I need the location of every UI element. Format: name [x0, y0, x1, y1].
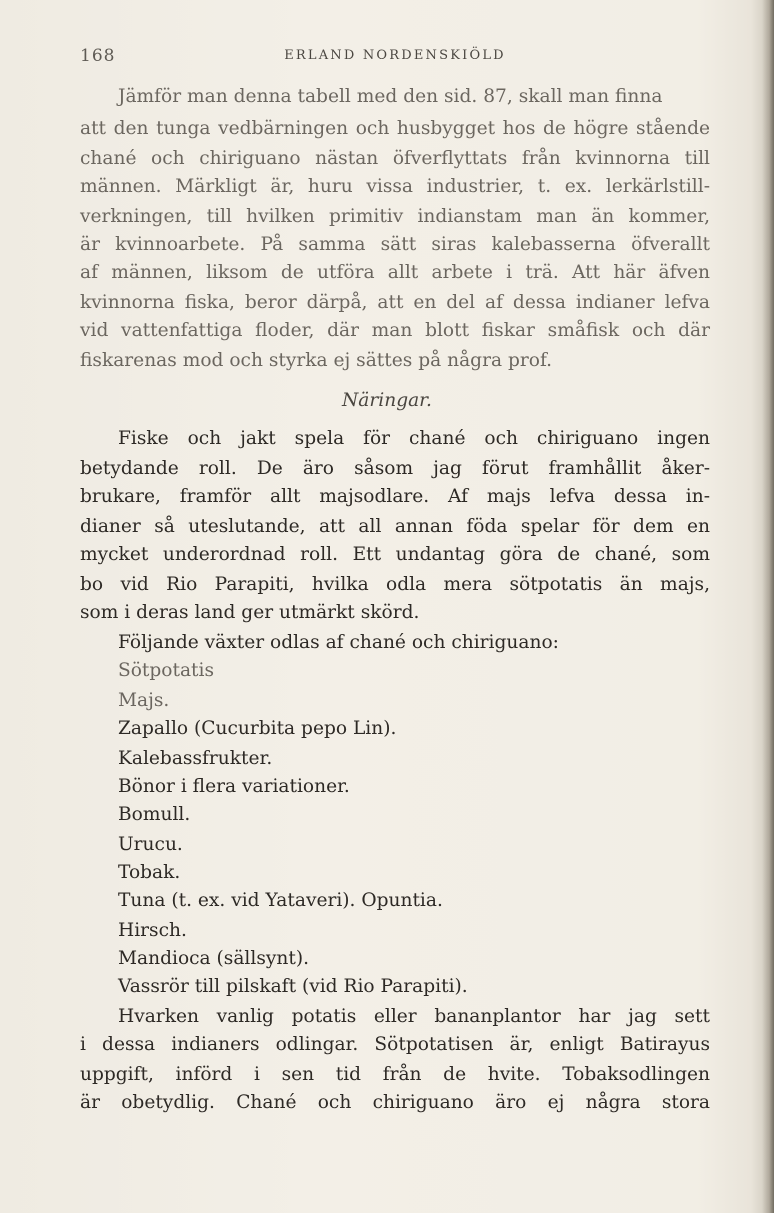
list-item: Zapallo (Cucurbita pepo Lin).: [118, 718, 397, 739]
list-item: Vassrör till pilskaft (vid Rio Parapiti).: [118, 976, 468, 997]
text-line: är obetydlig. Chané och chiriguano äro ej några stora: [80, 1092, 710, 1113]
text-line: som i deras land ger utmärkt skörd.: [80, 602, 420, 623]
text-line: Hvarken vanlig potatis eller bananplantor har jag sett: [118, 1006, 710, 1027]
section-heading: Näringar.: [342, 390, 432, 411]
text-line: bo vid Rio Parapiti, hvilka odla mera sötpotatis än majs,: [80, 574, 710, 595]
text-line: mycket underordnad roll. Ett undantag göra de chané, som: [80, 544, 710, 565]
text-line: Fiske och jakt spela för chané och chiriguano ingen: [118, 428, 710, 449]
text-line: dianer så uteslutande, att all annan föda spelar för dem en: [80, 516, 710, 537]
text-line: af männen, liksom de utföra allt arbete i trä. Att här äfven: [80, 262, 710, 283]
text-line: kvinnorna fiska, beror därpå, att en del af dessa indianer lefva: [80, 292, 710, 313]
text-line: männen. Märkligt är, huru vissa industrier, t. ex. lerkärlstill-: [80, 176, 710, 197]
text-line: fiskarenas mod och styrka ej sättes på några prof.: [80, 350, 553, 371]
text-line: brukare, framför allt majsodlare. Af majs lefva dessa in-: [80, 486, 710, 507]
list-item: Bomull.: [118, 804, 191, 825]
list-item: Tobak.: [118, 862, 181, 883]
running-head: ERLAND NORDENSKIÖLD: [284, 48, 506, 63]
text-line: chané och chiriguano nästan öfverflyttats från kvinnorna till: [80, 148, 710, 169]
list-item: Sötpotatis: [118, 660, 215, 681]
list-intro: Följande växter odlas af chané och chiriguano:: [118, 632, 559, 653]
text-line: i dessa indianers odlingar. Sötpotatisen är, enligt Batirayus: [80, 1034, 710, 1055]
text-line: betydande roll. De äro såsom jag förut framhållit åker-: [80, 458, 710, 479]
text-line: verkningen, till hvilken primitiv indianstam man än kommer,: [80, 206, 710, 227]
text-line: Jämför man denna tabell med den sid. 87, skall man finna: [118, 86, 663, 107]
list-item: Urucu.: [118, 834, 183, 855]
list-item: Tuna (t. ex. vid Yataveri). Opuntia.: [118, 890, 443, 911]
list-item: Bönor i flera variationer.: [118, 776, 350, 797]
page-number: 168: [80, 46, 116, 66]
page-edge-shadow: [762, 0, 774, 1213]
text-line: vid vattenfattiga floder, där man blott fiskar småfisk och där: [80, 320, 710, 341]
page-header: [80, 46, 710, 70]
list-item: Mandioca (sällsynt).: [118, 948, 309, 969]
text-line: är kvinnoarbete. På samma sätt siras kalebasserna öfverallt: [80, 234, 710, 255]
list-item: Kalebassfrukter.: [118, 748, 273, 769]
text-line: att den tunga vedbärningen och husbygget hos de högre stående: [80, 118, 710, 139]
list-item: Hirsch.: [118, 920, 187, 941]
text-line: uppgift, införd i sen tid från de hvite. Tobaksodlingen: [80, 1064, 710, 1085]
list-item: Majs.: [118, 690, 170, 711]
